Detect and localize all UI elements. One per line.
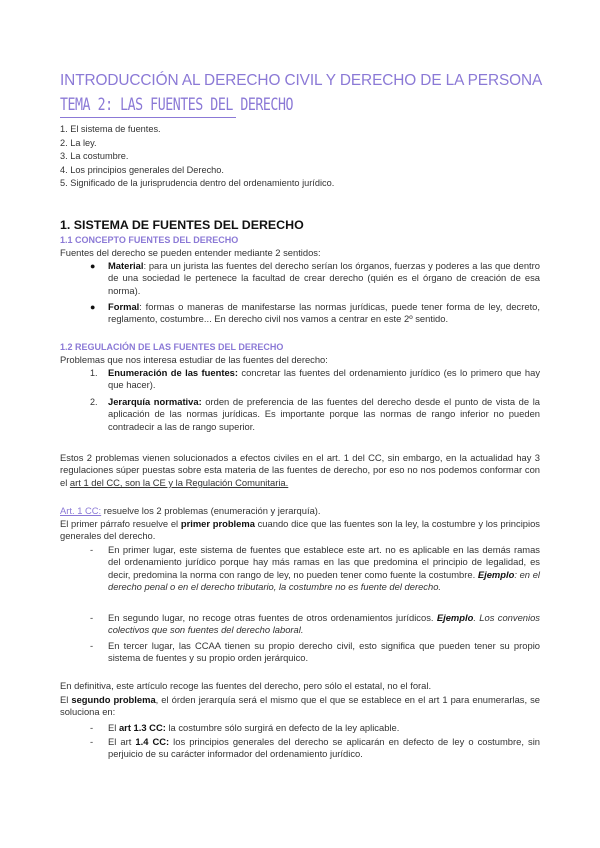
- bold-text: 1.4 CC:: [135, 736, 170, 747]
- paragraph: Problemas que nos interesa estudiar de las fuentes del derecho:: [60, 354, 328, 365]
- paragraph-text: , el órden jerarquía será el mismo que el que se establece en el art 1 para enumerarlas, se soluciona en:: [60, 694, 540, 718]
- item-text: concretar las fuentes del ordenamiento jurídico (es lo primero que hay que hacer).: [108, 367, 541, 391]
- item-text: orden de preferencia de las fuentes del derecho desde el punto de vista de la aplicación de las normas jurídicas. Es importante porque las normas de rango inferior no pueden contradecir a las de rango superior.: [108, 396, 540, 432]
- numbered-item: [108, 396, 540, 433]
- table-of-contents: [60, 123, 334, 191]
- paragraph: [60, 452, 540, 489]
- toc-item: 1. El sistema de fuentes.: [60, 124, 161, 134]
- bullet-item: [108, 260, 540, 297]
- numbered-item: [108, 367, 540, 392]
- dash-item: [108, 544, 540, 594]
- dash-marker: -: [90, 722, 94, 733]
- item-text: En primer lugar, este sistema de fuentes que establece este art. no es aplicable en las demás ramas del ordenamiento jurídico porque hay más ramas en las que predomina el principio de legalidad, es decir, predomina la norma con rango de ley, no pueden tener como fuente la costumbre.: [108, 544, 540, 580]
- paragraph-text: El: [60, 694, 72, 705]
- paragraph: [60, 518, 540, 543]
- bold-text: primer problema: [180, 518, 255, 529]
- subtitle-underline: [60, 117, 236, 118]
- paragraph-text: resuelve los 2 problemas (enumeración y jerarquía).: [101, 505, 321, 516]
- toc-item: 2. La ley.: [60, 137, 97, 148]
- item-text: la costumbre sólo surgirá en defecto de la ley aplicable.: [165, 722, 400, 733]
- bullet-item: [108, 301, 540, 326]
- item-text: El: [108, 722, 119, 733]
- bold-text: segundo problema: [71, 694, 156, 705]
- underlined-text: art 1 del CC, son la CE y la Regulación Comunitaria.: [69, 476, 289, 488]
- term: Material: [108, 260, 144, 271]
- section-heading: 1. SISTEMA DE FUENTES DEL DERECHO: [60, 218, 304, 232]
- list-number: 2.: [90, 397, 98, 407]
- dash-marker: -: [90, 736, 94, 747]
- dash-item: [108, 736, 540, 761]
- paragraph-text: El primer párrafo resuelve el: [60, 518, 181, 529]
- bullet-text: : formas o maneras de manifestarse las normas jurídicas, puede tener forma de ley, decreto, reglamento, costumbre... En derecho civil nos vamos a centrar en este 2º sentido.: [108, 301, 540, 325]
- dash-item: En tercer lugar, las CCAA tienen su propio derecho civil, esto significa que pueden tener su propio sistema de fuentes y su propio orden jerárquico.: [108, 640, 540, 664]
- dash-marker: -: [90, 544, 94, 555]
- paragraph: En definitiva, este artículo recoge las fuentes del derecho, pero sólo el estatal, no el foral.: [60, 680, 432, 691]
- article-link[interactable]: Art. 1 CC:: [60, 505, 102, 516]
- dash-marker: -: [90, 640, 94, 651]
- topic-subtitle: TEMA 2: LAS FUENTES DEL DERECHO: [60, 95, 293, 115]
- subsection-heading: 1.1 CONCEPTO FUENTES DEL DERECHO: [60, 235, 239, 245]
- paragraph: [60, 505, 321, 517]
- dash-item: [108, 722, 540, 734]
- toc-item: 4. Los principios generales del Derecho.: [60, 164, 224, 175]
- paragraph-text: cuando dice que las fuentes son la ley, la costumbre y los principios generales del derecho.: [60, 518, 540, 542]
- dash-marker: -: [90, 612, 94, 623]
- term: Jerarquía normativa:: [108, 396, 202, 407]
- example-text: . Los convenios colectivos que son fuentes del derecho laboral.: [108, 612, 540, 636]
- example-label: Ejemplo: [436, 612, 474, 623]
- term: Formal: [108, 301, 140, 312]
- dash-item: [108, 612, 540, 637]
- paragraph: Fuentes del derecho se pueden entender mediante 2 sentidos:: [60, 247, 321, 258]
- item-text: El art: [108, 736, 136, 747]
- subsection-heading: 1.2 REGULACIÓN DE LAS FUENTES DEL DERECHO: [60, 342, 284, 352]
- bullet-icon: ●: [90, 261, 96, 271]
- paragraph: [60, 694, 540, 719]
- bold-text: art 1.3 CC:: [118, 722, 166, 733]
- item-text: En segundo lugar, no recoge otras fuentes de otros ordenamientos jurídicos.: [108, 612, 437, 623]
- document-title: INTRODUCCIÓN AL DERECHO CIVIL Y DERECHO DE LA PERSONA: [60, 72, 543, 89]
- bullet-text: : para un jurista las fuentes del derecho serían los órganos, fuerzas y poderes a las que dentro de una sociedad le pertenece la facultad de crear derecho (quién es el órgano de creación de esa norma).: [108, 260, 540, 296]
- example-label: Ejemplo: [477, 568, 515, 580]
- list-number: 1.: [90, 368, 98, 378]
- bullet-icon: ●: [90, 302, 96, 312]
- toc-item: 5. Significado de la jurisprudencia dentro del ordenamiento jurídico.: [60, 178, 335, 189]
- toc-item: 3. La costumbre.: [60, 151, 129, 162]
- item-text: los principios generales del derecho se aplicarán en defecto de ley o costumbre, sin perjuicio de su carácter informador del ordenamiento jurídico.: [108, 736, 540, 760]
- term: Enumeración de las fuentes:: [108, 367, 238, 378]
- paragraph-text: Estos 2 problemas vienen solucionados a efectos civiles en el art. 1 del CC, sin embargo, en la actualidad hay 3 regulaciones súper puestas sobre esta materia de las fuentes de derecho, por eso no nos podemos conformar con el: [60, 452, 540, 488]
- example-text: : en el derecho penal o en el derecho tributario, la costumbre no es fuente del derecho.: [108, 568, 540, 593]
